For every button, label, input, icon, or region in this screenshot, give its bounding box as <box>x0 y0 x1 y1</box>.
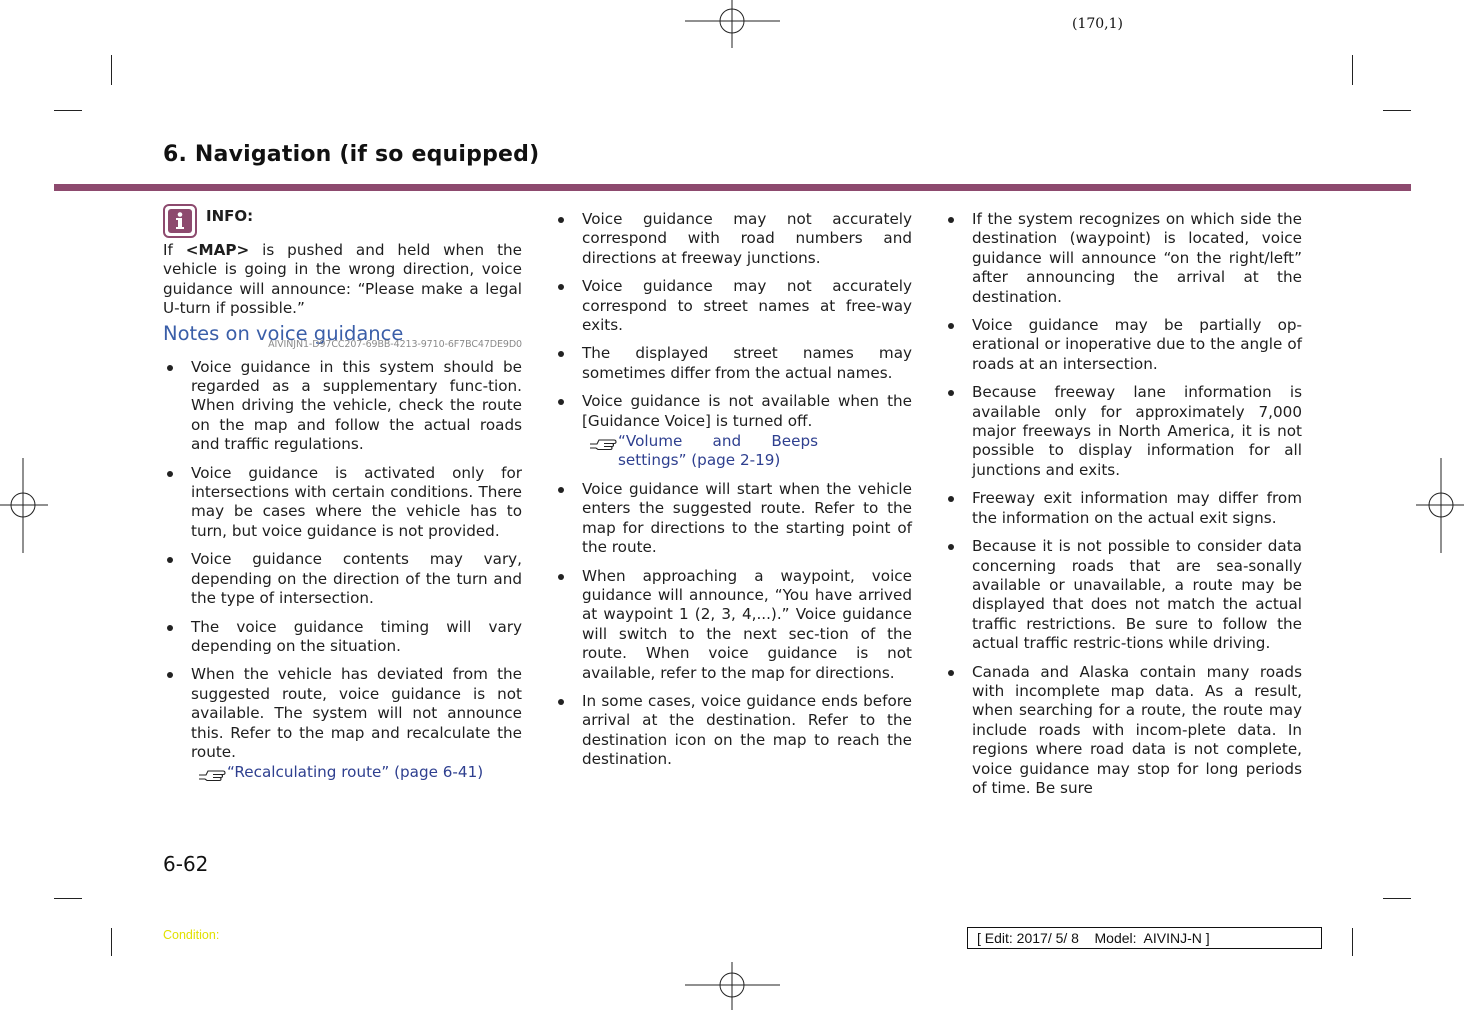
registration-mark-bottom <box>685 962 780 1010</box>
crop-mark <box>1383 110 1411 111</box>
list-item: The displayed street names may sometimes differ from the actual names. <box>554 344 912 383</box>
crop-mark <box>1383 898 1411 899</box>
map-key: <MAP> <box>185 241 250 259</box>
list-item: Freeway exit information may differ from the information on the actual exit signs. <box>944 489 1302 528</box>
registration-mark-right <box>1416 458 1464 553</box>
list-item <box>163 665 522 783</box>
crop-mark <box>1352 55 1353 85</box>
bullet-list <box>163 358 522 784</box>
registration-mark-left <box>0 458 48 553</box>
list-item: Voice guidance may be partially op-erational or inoperative due to the angle of roads at an intersection. <box>944 316 1302 374</box>
cross-reference-text[interactable]: “Recalculating route” (page 6-41) <box>227 763 484 782</box>
list-item: In some cases, voice guidance ends before arrival at the destination. Refer to the destination icon on the map to reach the destination. <box>554 692 912 770</box>
crop-mark <box>1352 928 1353 956</box>
page-code: (170,1) <box>1072 16 1124 32</box>
list-item: The voice guidance timing will vary depending on the situation. <box>163 618 522 657</box>
list-item: When approaching a waypoint, voice guidance will announce, “You have arrived at waypoint 1 (2, 3, 4,...).” Voice guidance will switch to the next sec-tion of the route. When voice guidance is not available, refer to the map for directions. <box>554 567 912 683</box>
list-item: Voice guidance may not accurately correspond with road numbers and directions at freeway junctions. <box>554 210 912 268</box>
crop-mark <box>54 110 82 111</box>
list-item: Canada and Alaska contain many roads with incomplete map data. As a result, when searching for a route, the route may include roads with incom-plete data. In regions where road data is not complete, voice guidance may stop for long periods of time. Be sure <box>944 663 1302 799</box>
info-text: If <MAP> is pushed and held when the vehicle is going in the wrong direction, voice guidance will announce: “Please make a legal U-turn if possible.” <box>163 241 522 318</box>
column-left <box>163 204 522 783</box>
crop-mark <box>111 55 112 85</box>
page-number: 6-62 <box>163 852 209 876</box>
list-item <box>554 392 912 471</box>
cross-reference-text[interactable]: “Volume and Beeps settings” (page 2-19) <box>618 432 818 470</box>
list-item: Voice guidance may not accurately correspond to street names at free-way exits. <box>554 277 912 335</box>
section-title: Notes on voice guidance <box>163 321 404 345</box>
pointing-hand-icon <box>588 432 618 452</box>
column-right <box>944 210 1302 807</box>
column-middle <box>554 210 912 779</box>
cross-reference[interactable] <box>582 432 912 471</box>
condition-label: Condition: <box>163 928 220 942</box>
info-icon <box>163 204 197 238</box>
edit-info-box: [ Edit: 2017/ 5/ 8 Model: AIVINJ-N ] <box>967 927 1322 949</box>
crop-mark <box>54 898 82 899</box>
section-id: AIVINJN1-D97CC207-69BB-4213-9710-6F7BC47DE9D0 <box>268 338 522 350</box>
list-item: Voice guidance will start when the vehicle enters the suggested route. Refer to the map for directions to the starting point of the route. <box>554 480 912 558</box>
pointing-hand-icon <box>197 763 227 783</box>
list-item: Voice guidance in this system should be regarded as a supplementary func-tion. When driving the vehicle, check the route on the map and follow the actual roads and traffic regulations. <box>163 358 522 455</box>
list-item-text: Voice guidance is not available when the [Guidance Voice] is turned off. <box>582 392 912 430</box>
info-header <box>163 204 522 240</box>
list-item-text: When the vehicle has deviated from the suggested route, voice guidance is not available. The system will not announce this. Refer to the map and recalculate the route. <box>191 665 522 761</box>
list-item: Because it is not possible to consider data concerning roads that are sea-sonally available or unavailable, a route may be displayed that does not match the actual traffic restrictions. Be sure to follow the actual traffic restric-tions while driving. <box>944 537 1302 653</box>
chapter-title: 6. Navigation (if so equipped) <box>163 142 540 167</box>
section-heading <box>163 321 522 358</box>
chapter-divider <box>54 184 1411 191</box>
bullet-list <box>944 210 1302 798</box>
list-item: If the system recognizes on which side the destination (waypoint) is located, voice guidance will announce “on the right/left” after announcing the arrival at the destination. <box>944 210 1302 307</box>
bullet-list <box>554 210 912 770</box>
info-label: INFO: <box>206 207 254 225</box>
crop-mark <box>111 928 112 956</box>
cross-reference[interactable] <box>191 763 522 783</box>
list-item: Because freeway lane information is available only for approximately 7,000 major freeways in North America, it is not possible to display information for all junctions and exits. <box>944 383 1302 480</box>
list-item: Voice guidance contents may vary, depending on the direction of the turn and the type of intersection. <box>163 550 522 608</box>
list-item: Voice guidance is activated only for intersections with certain conditions. There may be cases where the vehicle has to turn, but voice guidance is not provided. <box>163 464 522 542</box>
registration-mark-top <box>685 0 780 48</box>
